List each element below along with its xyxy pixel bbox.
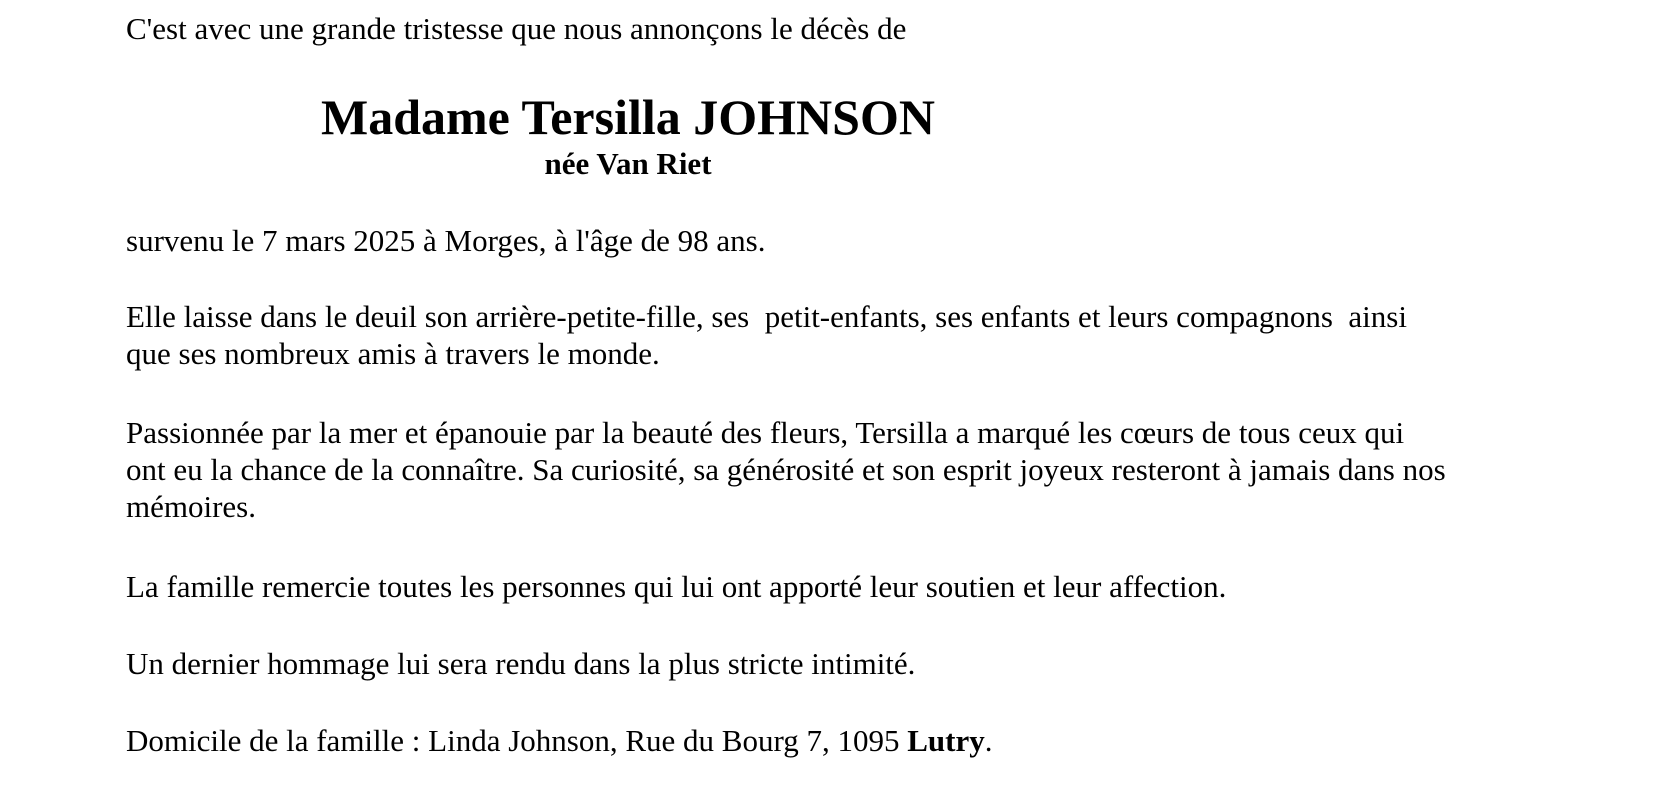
intro-text: C'est avec une grande tristesse que nous annonçons le décès de <box>126 11 907 46</box>
address-city: Lutry <box>907 723 985 758</box>
address-end: . <box>984 723 993 758</box>
deceased-name: Madame Tersilla JOHNSON <box>321 89 935 145</box>
tribute-line-1: Passionnée par la mer et épanouie par la beauté des fleurs, Tersilla a marqué les cœurs de tous ceux qui <box>126 415 1405 450</box>
tribute-line-2: ont eu la chance de la connaître. Sa curiosité, sa générosité et son esprit joyeux resteront à jamais dans nos <box>126 452 1446 487</box>
ceremony-text: Un dernier hommage lui sera rendu dans la plus stricte intimité. <box>126 646 916 681</box>
address-label: Domicile de la famille : Linda Johnson, Rue du Bourg 7, 1095 <box>126 723 908 758</box>
mourners-line-2: que ses nombreux amis à travers le monde. <box>126 336 660 371</box>
maiden-name: née Van Riet <box>544 146 712 181</box>
date-place-text: survenu le 7 mars 2025 à Morges, à l'âge de 98 ans. <box>126 223 766 258</box>
family-address <box>126 722 992 760</box>
tribute-line-3: mémoires. <box>126 489 256 524</box>
thanks-text: La famille remercie toutes les personnes qui lui ont apporté leur soutien et leur affection. <box>126 569 1227 604</box>
mourners-line-1: Elle laisse dans le deuil son arrière-petite-fille, ses petit-enfants, ses enfants et leurs compagnons ainsi <box>126 299 1407 334</box>
